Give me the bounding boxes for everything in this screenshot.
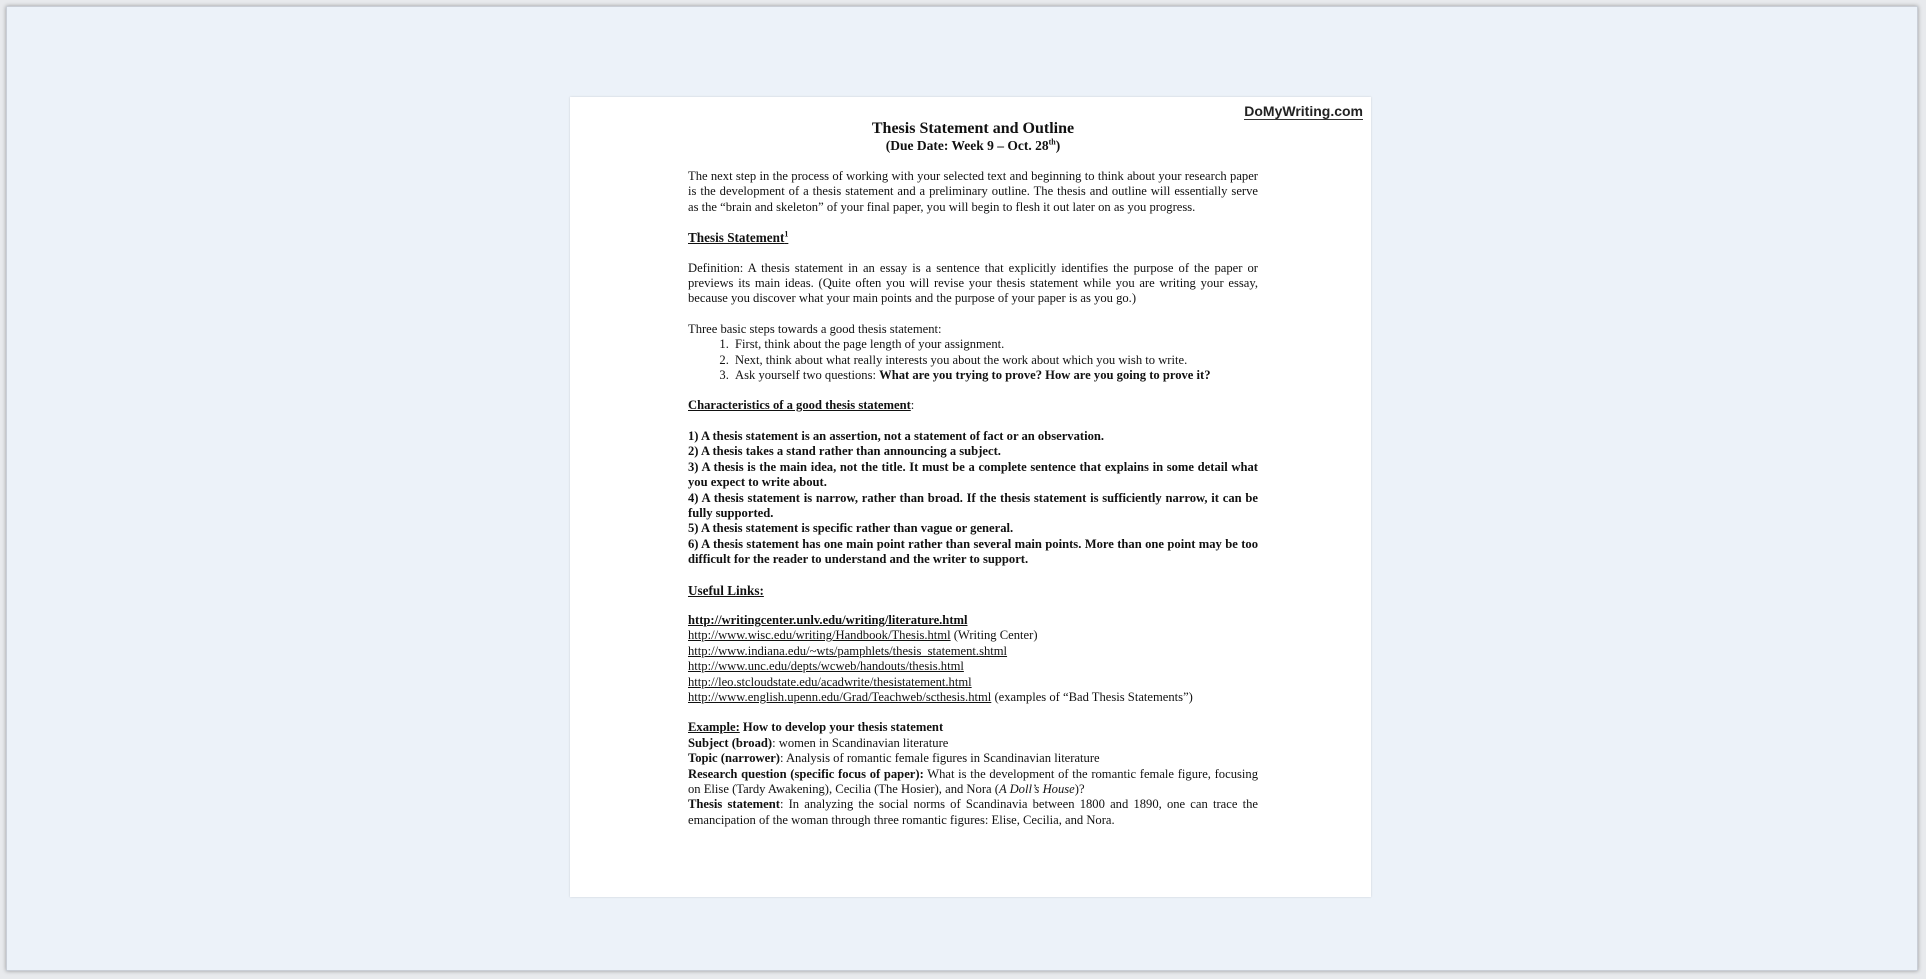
link-upenn[interactable]: http://www.english.upenn.edu/Grad/Teachweb/scthesis.html xyxy=(688,689,992,704)
link-indiana[interactable]: http://www.indiana.edu/~wts/pamphlets/thesis_statement.shtml xyxy=(688,643,1008,658)
list-item: 5) A thesis statement is specific rather than vague or general. xyxy=(688,521,1014,536)
document-title: Thesis Statement and Outline xyxy=(871,120,1075,137)
list-item: 2) A thesis takes a stand rather than announcing a subject. xyxy=(688,444,1001,459)
thesis-heading: Thesis Statement$^1$ xyxy=(688,229,789,246)
list-item: 3. Ask yourself two questions: What are you trying to prove? How are you going to prove it? xyxy=(732,368,1258,383)
due-date: (Due Date: Week 9 – Oct. 28th) xyxy=(885,137,1061,153)
list-item: 6) A thesis statement has one main point rather than several main points. More than one point may be too difficult for the reader to understand and the writer to support. xyxy=(688,536,1258,567)
link-wisc[interactable]: http://www.wisc.edu/writing/Handbook/Thesis.html xyxy=(688,628,951,643)
list-item: 1) A thesis statement is an assertion, not a statement of fact or an observation. xyxy=(688,428,1105,443)
characteristics-list xyxy=(688,429,1258,568)
link-unc[interactable]: http://www.unc.edu/depts/wcweb/handouts/thesis.html xyxy=(688,659,964,674)
links-list: http://writingcenter.unlv.edu/writing/literature.html http://www.wisc.edu/writing/Handbook/Thesis.html (Writing Center) http://www.indiana.edu/~wts/pamphlets/thesis_statement.shtml http://www.unc.edu/depts/wcweb/handouts/thesis.html http://leo.stcloudstate.edu/acadwrite/thesistatement.html http://www.english.upenn.edu/Grad/Teachweb/scthesis.html (examples of “Bad Thesis Statements”) xyxy=(688,612,1193,704)
list-item: 2. Next, think about what really interests you about the work about which you wish to write. xyxy=(732,353,1258,368)
steps-list xyxy=(688,337,1258,383)
intro-paragraph: The next step in the process of working with your selected text and beginning to think about your research paper is the development of a thesis statement and a preliminary outline. The thesis and outline will essentially serve as the “brain and skeleton” of your final paper, you will begin to flesh it out later on as you progress. xyxy=(688,169,1258,214)
example-section: Example: How to develop your thesis statement Subject (broad): women in Scandinavian literature Topic (narrower): Analysis of romantic female figures in Scandinavian literature Research question (specific focus of paper): What is the development of the romantic female figure, focusing on Elise (Tardy Awakening), Cecilia (The Hosier), and Nora (A Doll’s House)? Thesis statement: In analyzing the social norms of Scandinavia between 1800 and 1890, one can trace the emancipation of the woman through three romantic figures: Elise, Cecilia, and Nora. xyxy=(688,720,1258,827)
document-content xyxy=(688,119,1258,828)
links-heading: Useful Links: xyxy=(688,582,764,598)
viewer-background xyxy=(6,6,1918,971)
list-item: 1. First, think about the page length of your assignment. xyxy=(732,337,1258,352)
characteristics-heading: Characteristics of a good thesis statement: xyxy=(688,398,915,413)
brand-watermark: DoMyWriting.com xyxy=(1244,103,1363,119)
link-stcloud[interactable]: http://leo.stcloudstate.edu/acadwrite/thesistatement.html xyxy=(688,674,972,689)
definition-paragraph: Definition: A thesis statement in an essay is a sentence that explicitly identifies the purpose of the paper or previews its main ideas. (Quite often you will revise your thesis statement while you are writing your essay, because you discover what your main points and the purpose of your paper is as you go.) xyxy=(688,260,1258,306)
steps-intro: Three basic steps towards a good thesis statement: xyxy=(688,321,942,336)
list-item: 3) A thesis is the main idea, not the title. It must be a complete sentence that explains in some detail what you expect to write about. xyxy=(688,459,1258,490)
link-unlv[interactable]: http://writingcenter.unlv.edu/writing/literature.html xyxy=(688,612,968,627)
list-item: 4) A thesis statement is narrow, rather than broad. If the thesis statement is sufficiently narrow, it can be fully supported. xyxy=(688,490,1258,520)
document-page xyxy=(570,97,1371,897)
